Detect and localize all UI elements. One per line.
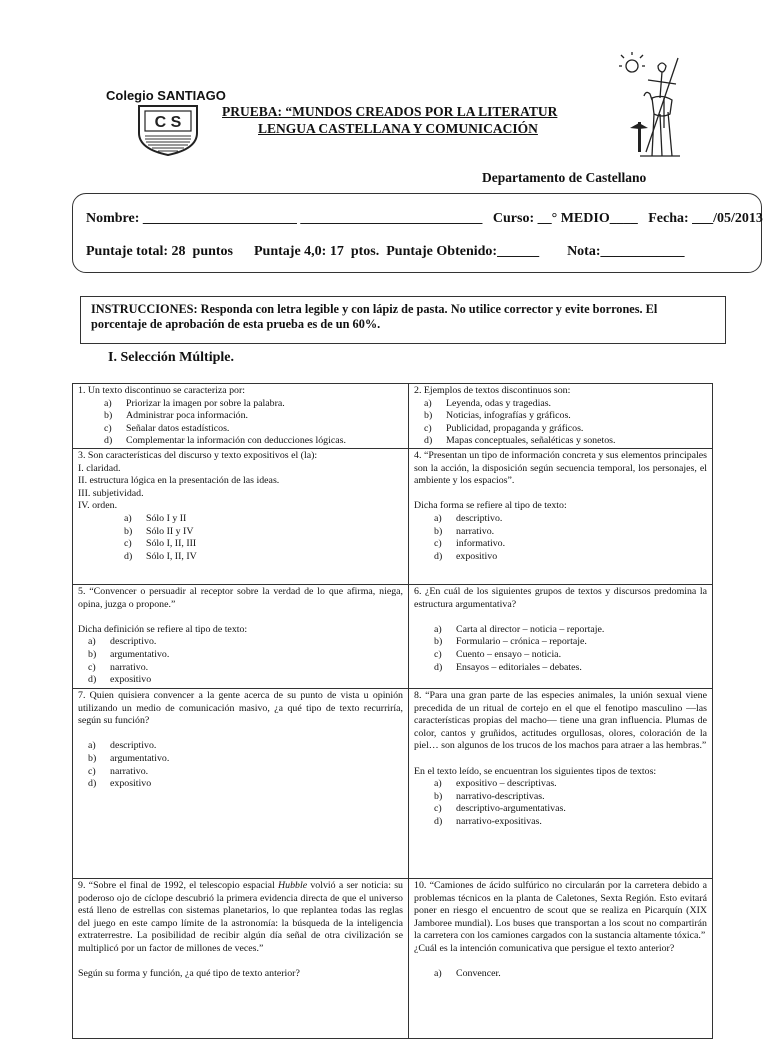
question-stem: 7. Quien quisiera convencer a la gente acerca de su punto de vista u opinión utilizando un medio de comunicación masivo, ¿a qué tipo de texto recurriría, según su función? [78,689,403,727]
option-d[interactable]: d) expositivo [88,778,152,790]
question-stem: 5. “Convencer o persuadir al receptor sobre la verdad de lo que afirma, niega, opina, juzga o propone.” [78,585,403,610]
option-a[interactable]: a) Carta al director – noticia – reportaje. [434,623,605,635]
instructions-text: INSTRUCCIONES: Responda con letra legible y con lápiz de pasta. No utilice corrector y evite borrones. El porcentaje de aprobación de esta prueba es de un 60%. [91,302,658,331]
question-stem: 3. Son características del discurso y texto expositivos el (la): [78,449,318,461]
question-2 [409,384,713,449]
question-7 [73,688,409,878]
option-b[interactable]: b) narrativo. [434,525,495,537]
question-5 [73,584,409,688]
option-d[interactable]: d) narrativo-expositivas. [434,815,542,827]
option-d[interactable]: d) expositivo [434,550,498,562]
school-shield-logo [135,103,201,157]
option-b[interactable]: b) argumentativo. [88,648,170,660]
question-8 [409,688,713,878]
question-stem: 9. “Sobre el final de 1992, el telescopio espacial Hubble volvió a ser noticia: su poderoso ojo de cíclope descubrió la primera evidencia directa de que el universo está lleno de estrellas con sistemas planetarios, lo que replantea todas las reglas del juego en este campo límite de la astronomía: la búsqueda de la inteligencia extraterrestre. La posibilidad de recibir algún día señal de otra civilización se multiplicó por un factor de millones de veces.” [78,879,403,954]
option-a[interactable]: a) Priorizar la imagen por sobre la palabra. [104,397,285,409]
question-prompt: Según su forma y función, ¿a qué tipo de texto anterior? [78,968,300,980]
instructions-box [80,296,726,344]
option-b[interactable]: b) argumentativo. [88,752,170,764]
option-b[interactable]: b) narrativo-descriptivas. [434,790,545,802]
question-stem: 1. Un texto discontinuo se caracteriza por: [78,385,245,396]
question-6 [409,584,713,688]
svg-text:C S: C S [154,114,182,131]
question-10 [409,878,713,1038]
option-a[interactable]: a) descriptivo. [88,740,157,752]
option-b[interactable]: b) Sólo II y IV [124,525,194,537]
question-stem: 8. “Para una gran parte de las especies animales, la unión sexual viene precedida de un ritual de cortejo en el que el fenotipo masculino —las características propias del macho— tiene una gran influencia. Plumas de color, cantos y gruñidos, actitudes orgullosas, olores, coloración de la piel… son algunos de los trucos de los machos para atraer a las hembras.” [414,689,707,752]
option-c[interactable]: c) Señalar datos estadísticos. [104,422,230,434]
student-info-line-score[interactable]: Puntaje total: 28 puntos Puntaje 4,0: 17 ptos. Puntaje Obtenido:______ Nota:____________ [86,244,685,259]
option-d[interactable]: d) Sólo I, II, IV [124,550,197,562]
option-b[interactable]: b) Formulario – crónica – reportaje. [434,636,587,648]
test-title: PRUEBA: “MUNDOS CREADOS POR LA LITERATUR [222,104,558,119]
option-a[interactable]: a) Sólo I y II [124,512,187,524]
option-d[interactable]: d) Ensayos – editoriales – debates. [434,661,582,673]
option-d[interactable]: d) Complementar la información con deducciones lógicas. [104,435,346,447]
statement-i: I. claridad. [78,462,121,474]
option-a[interactable]: a) descriptivo. [434,512,503,524]
option-c[interactable]: c) Sólo I, II, III [124,538,197,550]
question-prompt: En el texto leído, se encuentran los siguientes tipos de textos: [414,765,657,777]
option-a[interactable]: a) Convencer. [434,968,501,980]
option-c[interactable]: c) Publicidad, propaganda y gráficos. [424,422,584,434]
question-9 [73,878,409,1038]
option-d[interactable]: d) expositivo [88,674,152,686]
question-stem: 4. “Presentan un tipo de información concreta y sus elementos principales son la acción, la disposición según secuencia temporal, los personajes, el ambiente y los espacios”. [414,449,707,487]
student-info-line-name[interactable]: Nombre: ______________________ __________________________ Curso: __° MEDIO____ Fecha: ___/05/2013 [86,211,763,226]
question-stem: 6. ¿En cuál de los siguientes grupos de textos y discursos predomina la estructura argumentativa? [414,585,707,610]
school-name: Colegio SANTIAGO [106,88,226,103]
question-prompt: ¿Cuál es la intención comunicativa que persigue el texto anterior? [414,942,675,954]
question-prompt: Dicha forma se refiere al tipo de texto: [414,500,567,512]
option-c[interactable]: c) narrativo. [88,661,149,673]
option-a[interactable]: a) expositivo – descriptivas. [434,778,557,790]
option-c[interactable]: c) informativo. [434,538,506,550]
question-stem: 10. “Camiones de ácido sulfúrico no circularán por la carretera debido a problemas técnicos en la planta de Caletones, Sexta Región. Esto evitará poner en riesgo el encuentro de scout que se realiza en Picarquín (XIX Jamboree mundial). Los buses que transportan a los scout no compartirán la carretera con los camiones cargados con la sustancia altamente tóxica.” [414,879,707,942]
questions-table [72,383,713,1039]
option-c[interactable]: c) narrativo. [88,765,149,777]
option-a[interactable]: a) Leyenda, odas y tragedias. [424,397,552,409]
option-c[interactable]: c) descriptivo-argumentativas. [434,803,566,815]
statement-iv: IV. orden. [78,500,118,512]
option-a[interactable]: a) descriptivo. [88,636,157,648]
section-title: I. Selección Múltiple. [108,350,234,365]
student-info-box [72,193,762,273]
question-3 [73,448,409,584]
option-d[interactable]: d) Mapas conceptuales, señaléticas y sonetos. [424,435,616,447]
statement-ii: II. estructura lógica en la presentación de las ideas. [78,475,280,487]
question-stem: 2. Ejemplos de textos discontinuos son: [414,385,571,396]
option-b[interactable]: b) Noticias, infografías y gráficos. [424,410,571,422]
don-quijote-illustration [618,52,688,164]
option-c[interactable]: c) Cuento – ensayo – noticia. [434,648,562,660]
subject-title: LENGUA CASTELLANA Y COMUNICACIÓN [258,121,538,136]
question-4 [409,448,713,584]
statement-iii: III. subjetividad. [78,487,144,499]
department-label: Departamento de Castellano [482,170,647,185]
question-1 [73,384,409,449]
option-b[interactable]: b) Administrar poca información. [104,410,249,422]
question-prompt: Dicha definición se refiere al tipo de texto: [78,623,248,635]
